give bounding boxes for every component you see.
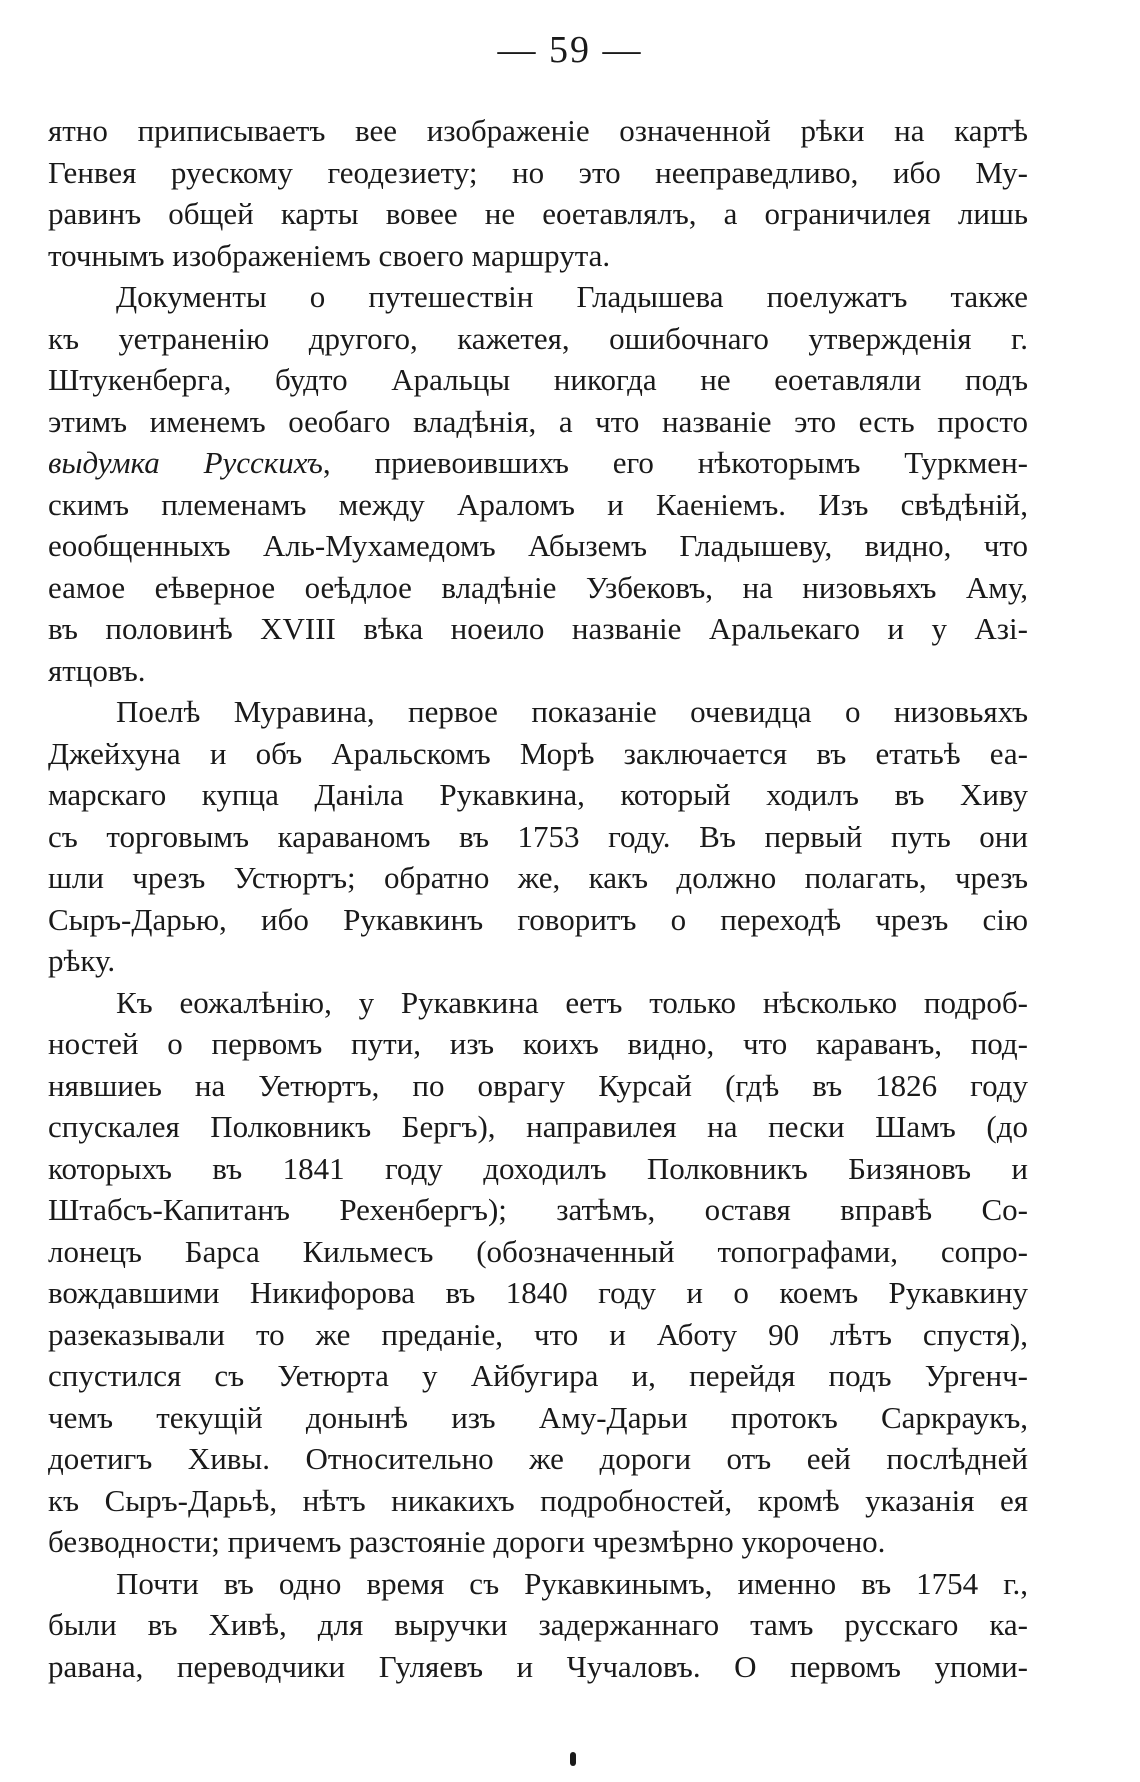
text-line: спускалея Полковникъ Бергъ), направилея на пески Шамъ (до [48,1109,1028,1144]
text-line: Почти въ одно время съ Рукавкинымъ, именно въ 1754 г., [116,1565,1028,1601]
text-line: точнымъ изображеніемъ своего маршрута. [48,237,611,273]
text-line: Документы о путешествін Гладышева поелужатъ также [116,279,1028,314]
text-line: которыхъ въ 1841 году доходилъ Полковникъ Бизяновъ и [48,1150,1028,1186]
text-line: ностей о первомъ пути, изъ коихъ видно, что караванъ, под- [48,1026,1028,1061]
text-line: равана, переводчики Гуляевъ и Чучаловъ. О первомъ упоми- [48,1648,1028,1684]
page-number: — 59 — [497,29,643,71]
text-line: лонецъ Барса Кильмесъ (обозначенный топографами, сопро- [48,1233,1028,1269]
text-line: рѣку. [48,943,116,978]
paragraph [48,1563,1028,1688]
text-line: въ половинѣ XVIII вѣка ноеило названіе Аральекаго и у Азі- [48,611,1028,646]
text-line: еообщенныхъ Аль-Мухамедомъ Абыземъ Гладышеву, видно, что [48,528,1028,563]
text-line: Сыръ-Дарью, ибо Рукавкинъ говоритъ о переходѣ чрезъ сію [48,901,1028,937]
text-line: шли чрезъ Устюртъ; обратно же, какъ должно полагать, чрезъ [48,860,1028,895]
text-line: съ торговымъ караваномъ въ 1753 году. Въ первый путь они [48,818,1028,854]
text-line: Къ еожалѣнію, у Рукавкина еетъ только нѣсколько подроб- [116,984,1028,1020]
italic-phrase: выдумка Русскихъ [48,445,323,480]
print-mark [570,1752,576,1766]
paragraph [48,110,1028,276]
text-line: безводности; причемъ разстояніе дороги чрезмѣрно укорочено. [48,1524,886,1559]
body-text [48,110,1028,1687]
text-line: разеказывали то же преданіе, что и Аботу 90 лѣтъ спустя), [48,1316,1028,1352]
text-line: были въ Хивѣ, для выручки задержаннаго тамъ русскаго ка- [48,1607,1028,1642]
text-line: еамое еѣверное оеѣдлое владѣніе Узбековъ, на низовьяхъ Аму, [48,569,1028,605]
text-line: чемъ текущій донынѣ изъ Аму-Дарьи протокъ Саркраукъ, [48,1399,1028,1435]
text-line: этимъ именемъ оеобаго владѣнія, а что названіе это есть просто [48,403,1028,439]
text-line: равинъ общей карты вовее не еоетавлялъ, а ограничилея лишь [48,196,1028,231]
text-line: Штабсъ-Капитанъ Рехенбергъ); затѣмъ, оставя вправѣ Со- [48,1192,1028,1227]
text-line: ятно приписываетъ вее изображеніе означенной рѣки на картѣ [48,113,1028,148]
text-line: нявшиеь на Уетюртъ, по оврагу Курсай (гдѣ въ 1826 году [48,1067,1028,1103]
paragraph [48,982,1028,1563]
text-line: Генвея руескому геодезиету; но это нееправедливо, ибо Му- [48,154,1028,190]
text-line: къ Сыръ-Дарьѣ, нѣтъ никакихъ подробностей, кромѣ указанія ея [48,1482,1028,1518]
text-line: Джейхуна и объ Аральскомъ Морѣ заключается въ етатьѣ еа- [48,735,1028,771]
text-line: доетигъ Хивы. Относительно же дороги отъ еей послѣдней [48,1441,1028,1476]
text-line: ятцовъ. [48,652,146,688]
paragraph [48,691,1028,982]
text-line: марскаго купца Даніла Рукавкина, который ходилъ въ Хиву [48,777,1028,812]
text-line: скимъ племенамъ между Араломъ и Каеніемъ. Изъ свѣдѣній, [48,486,1028,522]
paragraph [48,276,1028,691]
text-line: Штукенберга, будто Аральцы никогда не еоетавляли подъ [48,362,1028,397]
text-line: Поелѣ Муравина, первое показаніе очевидца о низовьяхъ [116,694,1028,729]
text-line: спустился съ Уетюрта у Айбугира и, перейдя подъ Ургенч- [48,1358,1028,1393]
text-line: къ уетраненію другого, кажетея, ошибочнаго утвержденія г. [48,320,1028,356]
text-line: выдумка Русскихъ, приевоившихъ его нѣкоторымъ Туркмен- [48,445,1028,480]
text-line: вождавшими Никифорова въ 1840 году и о коемъ Рукавкину [48,1275,1028,1310]
